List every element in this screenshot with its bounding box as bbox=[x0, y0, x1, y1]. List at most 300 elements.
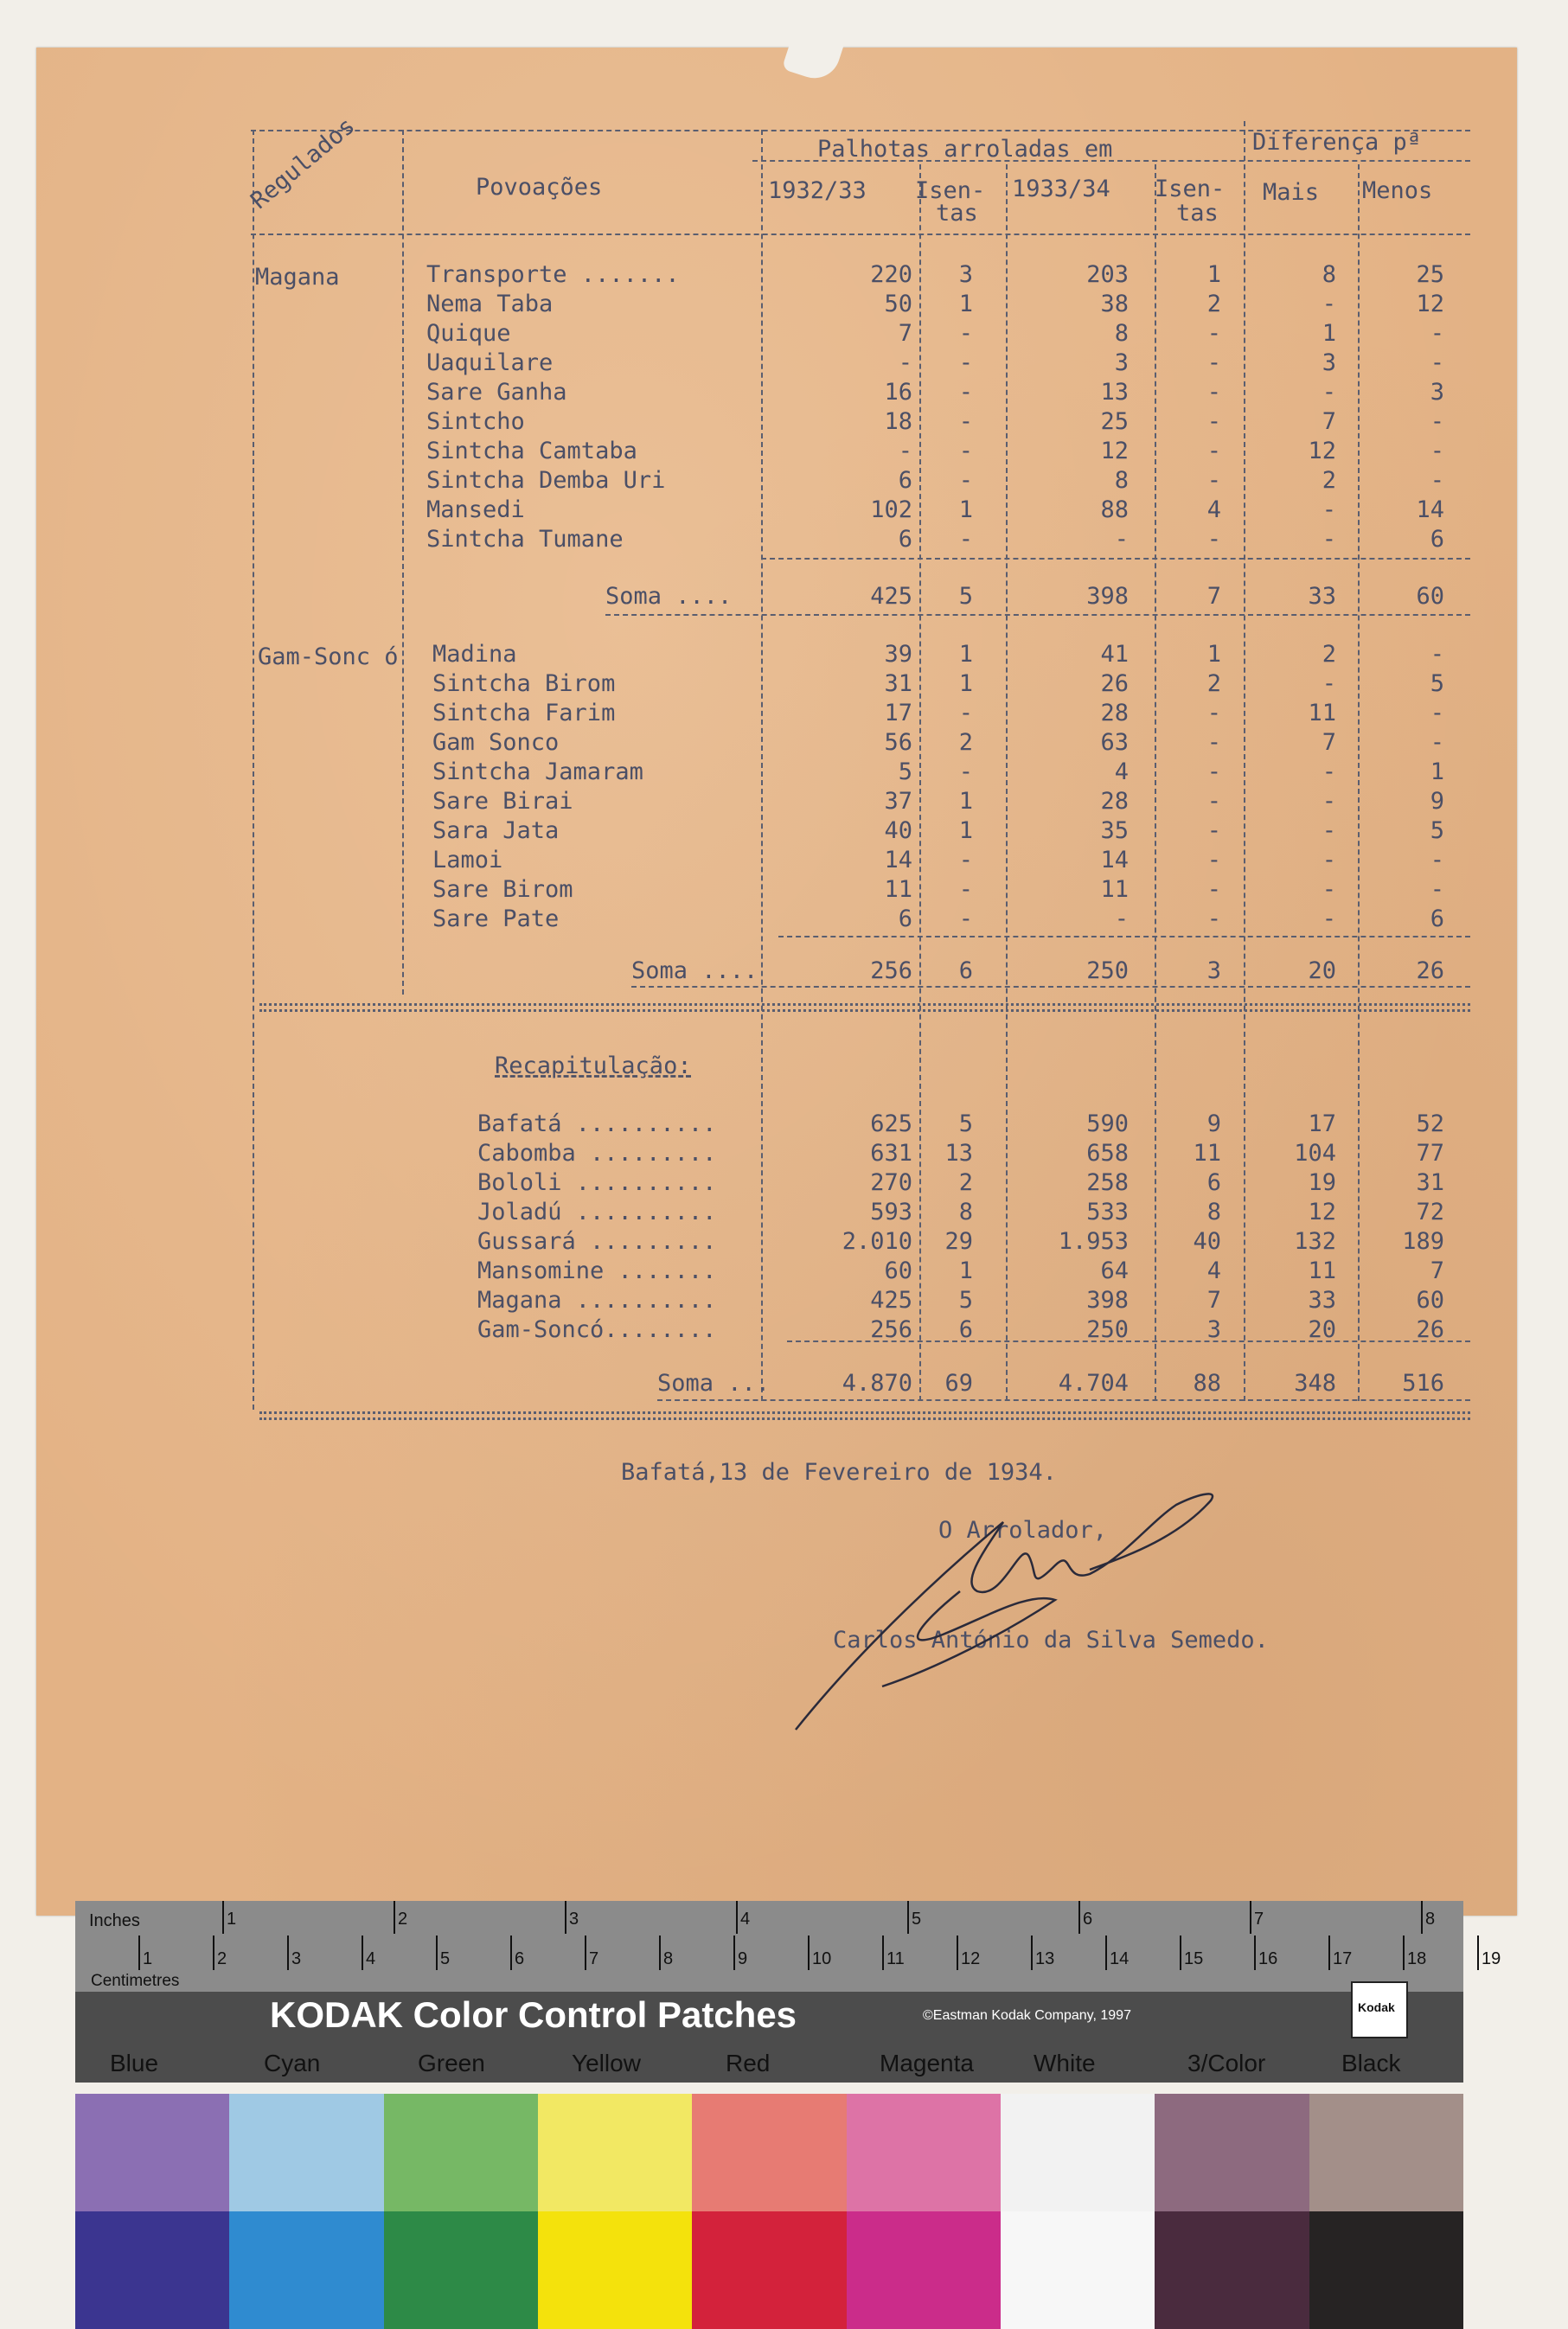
patch-label: 3/Color bbox=[1187, 2050, 1266, 2076]
cm-tick bbox=[138, 1936, 140, 1970]
cm-tick bbox=[510, 1936, 512, 1970]
cm-mark: 8 bbox=[663, 1949, 674, 1968]
header-year-1: 1932/33 bbox=[768, 177, 867, 204]
cell-f: 31 bbox=[1416, 1169, 1444, 1196]
table-bottom-border bbox=[259, 1411, 1470, 1420]
cell-b: 1 bbox=[958, 1257, 973, 1284]
cell-e: 17 bbox=[1308, 1110, 1336, 1137]
cm-tick bbox=[436, 1936, 438, 1970]
cell-e: 8 bbox=[1322, 261, 1336, 288]
col-line-povoacoes bbox=[761, 130, 763, 1401]
inch-mark: 3 bbox=[569, 1910, 579, 1929]
regulado-magana: Magana bbox=[255, 264, 340, 291]
cell-d: 2 bbox=[1206, 291, 1221, 317]
cell-c: 35 bbox=[1100, 817, 1129, 844]
cell-a: - bbox=[898, 349, 912, 376]
cell-c: 590 bbox=[1086, 1110, 1129, 1137]
header-isentas-1b: tas bbox=[936, 200, 978, 227]
cell-b: - bbox=[958, 320, 973, 347]
section-divider bbox=[259, 1003, 1470, 1012]
inch-mark: 7 bbox=[1254, 1910, 1264, 1929]
color-patch bbox=[229, 2211, 383, 2329]
cell-d: - bbox=[1206, 788, 1221, 815]
header-isentas-2: Isen- bbox=[1155, 176, 1226, 202]
header-palhotas: Palhotas arroladas em bbox=[817, 136, 1113, 163]
povoacao-name: Bafatá .......... bbox=[477, 1110, 717, 1137]
cell-b: - bbox=[958, 526, 973, 553]
header-menos: Menos bbox=[1362, 177, 1433, 204]
povoacao-name: Quique bbox=[426, 320, 511, 347]
cell-a: 2.010 bbox=[842, 1228, 912, 1255]
color-control-strip bbox=[75, 1901, 1501, 2083]
cell-c: 398 bbox=[1086, 1287, 1129, 1314]
cm-tick bbox=[659, 1936, 661, 1970]
cell-b: 1 bbox=[958, 817, 973, 844]
cm-tick bbox=[1180, 1936, 1181, 1970]
cell-a: 256 bbox=[870, 957, 912, 984]
cell-c: 203 bbox=[1086, 261, 1129, 288]
color-patch bbox=[75, 2094, 229, 2211]
cell-e: - bbox=[1322, 526, 1336, 553]
cell-f: - bbox=[1430, 847, 1444, 873]
cell-e: 11 bbox=[1308, 1257, 1336, 1284]
povoacao-name: Sintcha Birom bbox=[432, 670, 616, 697]
cell-a: 6 bbox=[898, 526, 912, 553]
cell-b: 1 bbox=[958, 788, 973, 815]
cell-d: - bbox=[1206, 408, 1221, 435]
cm-mark: 6 bbox=[515, 1949, 525, 1968]
cell-b: 13 bbox=[944, 1140, 973, 1167]
cell-c: 250 bbox=[1086, 1316, 1129, 1343]
cell-c: 41 bbox=[1100, 641, 1129, 668]
povoacao-name: Nema Taba bbox=[426, 291, 554, 317]
header-mais: Mais bbox=[1263, 179, 1320, 206]
gam-soma-top bbox=[778, 936, 1470, 937]
inch-tick bbox=[907, 1901, 909, 1934]
cell-c: 8 bbox=[1114, 467, 1129, 494]
cell-f: 1 bbox=[1430, 758, 1444, 785]
cell-e: - bbox=[1322, 847, 1336, 873]
cell-d: 4 bbox=[1206, 1257, 1221, 1284]
cell-d: 7 bbox=[1206, 583, 1221, 610]
handwritten-signature bbox=[744, 1470, 1245, 1756]
cell-d: - bbox=[1206, 379, 1221, 406]
povoacao-name: Sare Birai bbox=[432, 788, 573, 815]
inches-label: Inches bbox=[89, 1911, 140, 1930]
header-povoacoes: Povoações bbox=[476, 174, 603, 201]
cell-c: 658 bbox=[1086, 1140, 1129, 1167]
povoacao-name: Lamoi bbox=[432, 847, 503, 873]
cell-f: 14 bbox=[1416, 496, 1444, 523]
cm-mark: 14 bbox=[1110, 1949, 1130, 1968]
cell-e: 104 bbox=[1294, 1140, 1336, 1167]
povoacao-name: Sintcho bbox=[426, 408, 525, 435]
cell-c: 398 bbox=[1086, 583, 1129, 610]
cm-tick bbox=[1477, 1936, 1479, 1970]
regulado-gam-sonco: Gam-Sonc ó bbox=[258, 643, 399, 670]
cm-tick bbox=[585, 1936, 586, 1970]
cell-e: - bbox=[1322, 758, 1336, 785]
cell-a: 39 bbox=[884, 641, 912, 668]
color-patch bbox=[1001, 2211, 1155, 2329]
cell-f: 60 bbox=[1416, 1287, 1444, 1314]
cell-e: 132 bbox=[1294, 1228, 1336, 1255]
header-bottom-border bbox=[251, 234, 1470, 235]
cm-mark: 18 bbox=[1407, 1949, 1427, 1968]
cell-e: 19 bbox=[1308, 1169, 1336, 1196]
patch-label: Green bbox=[418, 2050, 485, 2076]
kodak-logo bbox=[1351, 1981, 1408, 2038]
cell-a: 4.870 bbox=[842, 1370, 912, 1397]
cell-e: 7 bbox=[1322, 729, 1336, 756]
color-patch bbox=[384, 2211, 538, 2329]
inch-mark: 1 bbox=[227, 1910, 237, 1929]
color-patch bbox=[75, 2211, 229, 2329]
inch-mark: 5 bbox=[912, 1910, 922, 1929]
cm-mark: 17 bbox=[1333, 1949, 1353, 1968]
cell-d: 3 bbox=[1206, 957, 1221, 984]
inch-mark: 4 bbox=[740, 1910, 751, 1929]
cell-a: 40 bbox=[884, 817, 912, 844]
color-patch bbox=[692, 2094, 846, 2211]
cell-e: 12 bbox=[1308, 1199, 1336, 1225]
cell-f: 6 bbox=[1430, 905, 1444, 932]
cm-mark: 5 bbox=[440, 1949, 451, 1968]
header-isentas-1: Isen- bbox=[915, 177, 986, 204]
cell-f: 12 bbox=[1416, 291, 1444, 317]
cell-d: - bbox=[1206, 876, 1221, 903]
cell-e: 2 bbox=[1322, 467, 1336, 494]
cell-e: - bbox=[1322, 291, 1336, 317]
cell-a: 11 bbox=[884, 876, 912, 903]
cell-c: 38 bbox=[1100, 291, 1129, 317]
patch-row-bottom bbox=[75, 2211, 1463, 2329]
cell-b: - bbox=[958, 379, 973, 406]
soma-label: Soma .... bbox=[631, 957, 758, 984]
col-line-y2 bbox=[1155, 164, 1156, 1401]
recap-soma-bottom bbox=[657, 1399, 1470, 1401]
patch-label: Cyan bbox=[264, 2050, 321, 2076]
cell-c: 14 bbox=[1100, 847, 1129, 873]
cell-f: 5 bbox=[1430, 670, 1444, 697]
patch-label: Blue bbox=[110, 2050, 159, 2076]
cell-f: - bbox=[1430, 700, 1444, 726]
cell-b: 1 bbox=[958, 641, 973, 668]
cell-c: 1.953 bbox=[1058, 1228, 1129, 1255]
povoacao-name: Mansedi bbox=[426, 496, 525, 523]
color-patch bbox=[847, 2094, 1001, 2211]
inch-tick bbox=[1078, 1901, 1080, 1934]
povoacao-name: Madina bbox=[432, 641, 517, 668]
cell-d: - bbox=[1206, 526, 1221, 553]
cm-mark: 10 bbox=[812, 1949, 832, 1968]
cm-tick bbox=[808, 1936, 810, 1970]
place-date: Bafatá,13 de Fevereiro de 1934. bbox=[621, 1459, 1057, 1486]
cell-d: 7 bbox=[1206, 1287, 1221, 1314]
cell-d: - bbox=[1206, 320, 1221, 347]
cell-e: 3 bbox=[1322, 349, 1336, 376]
cell-b: 29 bbox=[944, 1228, 973, 1255]
cell-f: - bbox=[1430, 876, 1444, 903]
cell-e: 2 bbox=[1322, 641, 1336, 668]
cell-d: - bbox=[1206, 729, 1221, 756]
povoacao-name: Uaquilare bbox=[426, 349, 554, 376]
cell-e: 20 bbox=[1308, 957, 1336, 984]
povoacao-name: Transporte ....... bbox=[426, 261, 680, 288]
cell-a: 37 bbox=[884, 788, 912, 815]
cell-d: - bbox=[1206, 758, 1221, 785]
cell-d: 40 bbox=[1193, 1228, 1221, 1255]
cell-d: - bbox=[1206, 817, 1221, 844]
cm-tick bbox=[733, 1936, 735, 1970]
cell-a: 7 bbox=[898, 320, 912, 347]
patch-label: Black bbox=[1341, 2050, 1401, 2076]
inch-tick bbox=[565, 1901, 566, 1934]
cell-b: 5 bbox=[958, 1287, 973, 1314]
povoacao-name: Sintcha Camtaba bbox=[426, 438, 637, 464]
cell-a: 625 bbox=[870, 1110, 912, 1137]
cell-a: 6 bbox=[898, 467, 912, 494]
cell-a: 425 bbox=[870, 583, 912, 610]
cell-e: - bbox=[1322, 817, 1336, 844]
cell-c: - bbox=[1114, 526, 1129, 553]
cell-f: 5 bbox=[1430, 817, 1444, 844]
povoacao-name: Mansomine ....... bbox=[477, 1257, 717, 1284]
cell-e: 12 bbox=[1308, 438, 1336, 464]
cell-c: 12 bbox=[1100, 438, 1129, 464]
cm-mark: 15 bbox=[1184, 1949, 1204, 1968]
cell-a: 5 bbox=[898, 758, 912, 785]
kodak-logo-text: Kodak bbox=[1358, 2000, 1395, 2014]
cell-b: 1 bbox=[958, 291, 973, 317]
cell-a: 56 bbox=[884, 729, 912, 756]
cell-f: 52 bbox=[1416, 1110, 1444, 1137]
cell-b: 5 bbox=[958, 1110, 973, 1137]
cell-b: - bbox=[958, 408, 973, 435]
cell-c: 4.704 bbox=[1058, 1370, 1129, 1397]
color-patch bbox=[1155, 2094, 1309, 2211]
cell-f: 60 bbox=[1416, 583, 1444, 610]
cell-f: - bbox=[1430, 408, 1444, 435]
cell-f: 26 bbox=[1416, 1316, 1444, 1343]
cm-mark: 4 bbox=[366, 1949, 376, 1968]
cell-a: 18 bbox=[884, 408, 912, 435]
cm-tick bbox=[957, 1936, 958, 1970]
patch-label: Yellow bbox=[572, 2050, 641, 2076]
cell-c: - bbox=[1114, 905, 1129, 932]
magana-soma-top bbox=[761, 558, 1470, 560]
color-patch bbox=[538, 2211, 692, 2329]
cell-d: 1 bbox=[1206, 261, 1221, 288]
cell-a: 16 bbox=[884, 379, 912, 406]
cell-f: 7 bbox=[1430, 1257, 1444, 1284]
cell-e: 7 bbox=[1322, 408, 1336, 435]
inch-tick bbox=[1421, 1901, 1423, 1934]
cm-tick bbox=[1403, 1936, 1405, 1970]
cell-b: 8 bbox=[958, 1199, 973, 1225]
cell-f: - bbox=[1430, 467, 1444, 494]
color-patch bbox=[847, 2211, 1001, 2329]
cm-mark: 12 bbox=[961, 1949, 981, 1968]
cell-d: - bbox=[1206, 905, 1221, 932]
cell-f: - bbox=[1430, 320, 1444, 347]
povoacao-name: Magana .......... bbox=[477, 1287, 717, 1314]
cm-tick bbox=[287, 1936, 289, 1970]
inch-tick bbox=[222, 1901, 224, 1934]
cm-mark: 13 bbox=[1035, 1949, 1055, 1968]
povoacao-name: Joladú .......... bbox=[477, 1199, 717, 1225]
cm-mark: 16 bbox=[1258, 1949, 1278, 1968]
cm-tick bbox=[1031, 1936, 1033, 1970]
cell-b: - bbox=[958, 847, 973, 873]
centimetres-label: Centimetres bbox=[91, 1972, 180, 1990]
cm-tick bbox=[362, 1936, 363, 1970]
cell-e: - bbox=[1322, 876, 1336, 903]
cell-b: 6 bbox=[958, 957, 973, 984]
cm-mark: 7 bbox=[589, 1949, 599, 1968]
cell-f: - bbox=[1430, 641, 1444, 668]
cell-e: - bbox=[1322, 905, 1336, 932]
color-patch bbox=[1001, 2094, 1155, 2211]
cell-b: 5 bbox=[958, 583, 973, 610]
cell-c: 88 bbox=[1100, 496, 1129, 523]
povoacao-name: Sara Jata bbox=[432, 817, 560, 844]
kodak-title: KODAK Color Control Patches bbox=[270, 1994, 797, 2035]
cell-a: 425 bbox=[870, 1287, 912, 1314]
cm-tick bbox=[882, 1936, 884, 1970]
cm-tick bbox=[1105, 1936, 1107, 1970]
recap-title: Recapitulação: bbox=[495, 1053, 692, 1079]
cell-c: 4 bbox=[1114, 758, 1129, 785]
gam-soma-bottom bbox=[631, 986, 1470, 988]
cell-c: 11 bbox=[1100, 876, 1129, 903]
signatory-name: Carlos António da Silva Semedo. bbox=[833, 1627, 1269, 1654]
cell-a: 270 bbox=[870, 1169, 912, 1196]
cell-a: 631 bbox=[870, 1140, 912, 1167]
cell-a: 31 bbox=[884, 670, 912, 697]
col-line-left bbox=[253, 130, 254, 1410]
cell-e: 20 bbox=[1308, 1316, 1336, 1343]
cell-b: 3 bbox=[958, 261, 973, 288]
color-patch bbox=[1309, 2094, 1463, 2211]
cell-f: 3 bbox=[1430, 379, 1444, 406]
cell-d: 4 bbox=[1206, 496, 1221, 523]
cell-a: 593 bbox=[870, 1199, 912, 1225]
povoacao-name: Cabomba ......... bbox=[477, 1140, 717, 1167]
cell-d: 8 bbox=[1206, 1199, 1221, 1225]
magana-soma-bottom bbox=[605, 614, 1470, 616]
cm-tick bbox=[1328, 1936, 1330, 1970]
cell-b: 69 bbox=[944, 1370, 973, 1397]
povoacao-name: Sare Ganha bbox=[426, 379, 567, 406]
color-patch bbox=[1309, 2211, 1463, 2329]
cell-b: - bbox=[958, 905, 973, 932]
header-year-2: 1933/34 bbox=[1012, 176, 1110, 202]
color-patch bbox=[384, 2094, 538, 2211]
color-patch bbox=[692, 2211, 846, 2329]
cell-c: 28 bbox=[1100, 700, 1129, 726]
cell-a: 220 bbox=[870, 261, 912, 288]
col-line-y1 bbox=[919, 164, 921, 1401]
cell-c: 13 bbox=[1100, 379, 1129, 406]
cell-f: 9 bbox=[1430, 788, 1444, 815]
signatory-role: O Arrolador, bbox=[938, 1517, 1108, 1544]
cell-e: 1 bbox=[1322, 320, 1336, 347]
povoacao-name: Sintcha Farim bbox=[432, 700, 616, 726]
patch-row-top bbox=[75, 2094, 1463, 2211]
cell-f: - bbox=[1430, 729, 1444, 756]
cell-d: - bbox=[1206, 700, 1221, 726]
cell-d: 88 bbox=[1193, 1370, 1221, 1397]
cell-e: 11 bbox=[1308, 700, 1336, 726]
cell-d: - bbox=[1206, 467, 1221, 494]
cell-d: - bbox=[1206, 438, 1221, 464]
cell-a: 256 bbox=[870, 1316, 912, 1343]
cell-b: - bbox=[958, 438, 973, 464]
cell-c: 28 bbox=[1100, 788, 1129, 815]
povoacao-name: Gussará ......... bbox=[477, 1228, 717, 1255]
soma-label: Soma ... bbox=[657, 1370, 771, 1397]
povoacao-name: Bololi .......... bbox=[477, 1169, 717, 1196]
povoacao-name: Gam Sonco bbox=[432, 729, 560, 756]
cell-f: 26 bbox=[1416, 957, 1444, 984]
inch-mark: 8 bbox=[1425, 1910, 1436, 1929]
cell-a: 6 bbox=[898, 905, 912, 932]
cell-e: 33 bbox=[1308, 583, 1336, 610]
cell-a: 50 bbox=[884, 291, 912, 317]
color-patch bbox=[538, 2094, 692, 2211]
cell-f: 6 bbox=[1430, 526, 1444, 553]
patch-label: Magenta bbox=[880, 2050, 974, 2076]
cell-d: 2 bbox=[1206, 670, 1221, 697]
col-line-regulados bbox=[402, 130, 404, 995]
povoacao-name: Sintcha Jamaram bbox=[432, 758, 643, 785]
cell-b: 2 bbox=[958, 1169, 973, 1196]
soma-label: Soma .... bbox=[605, 583, 733, 610]
cell-b: 1 bbox=[958, 670, 973, 697]
cell-e: - bbox=[1322, 670, 1336, 697]
cm-mark: 9 bbox=[738, 1949, 748, 1968]
header-diferenca: Diferença pª bbox=[1252, 129, 1422, 156]
cell-c: 258 bbox=[1086, 1169, 1129, 1196]
inch-mark: 2 bbox=[398, 1910, 408, 1929]
cell-d: - bbox=[1206, 349, 1221, 376]
povoacao-name: Sare Birom bbox=[432, 876, 573, 903]
header-isentas-2b: tas bbox=[1176, 200, 1219, 227]
cell-e: - bbox=[1322, 788, 1336, 815]
cell-f: - bbox=[1430, 438, 1444, 464]
cell-b: 6 bbox=[958, 1316, 973, 1343]
cell-d: 6 bbox=[1206, 1169, 1221, 1196]
cell-c: 25 bbox=[1100, 408, 1129, 435]
cell-b: - bbox=[958, 876, 973, 903]
cell-a: 17 bbox=[884, 700, 912, 726]
cell-f: 25 bbox=[1416, 261, 1444, 288]
povoacao-name: Sare Pate bbox=[432, 905, 560, 932]
cell-e: 33 bbox=[1308, 1287, 1336, 1314]
cell-f: 189 bbox=[1402, 1228, 1444, 1255]
cell-f: 72 bbox=[1416, 1199, 1444, 1225]
cm-mark: 19 bbox=[1482, 1949, 1501, 1968]
cell-a: 14 bbox=[884, 847, 912, 873]
cell-b: - bbox=[958, 758, 973, 785]
cell-e: - bbox=[1322, 379, 1336, 406]
col-line-mais bbox=[1358, 164, 1360, 1401]
cell-d: 1 bbox=[1206, 641, 1221, 668]
cm-tick bbox=[213, 1936, 214, 1970]
cell-c: 8 bbox=[1114, 320, 1129, 347]
patch-label: White bbox=[1034, 2050, 1096, 2076]
